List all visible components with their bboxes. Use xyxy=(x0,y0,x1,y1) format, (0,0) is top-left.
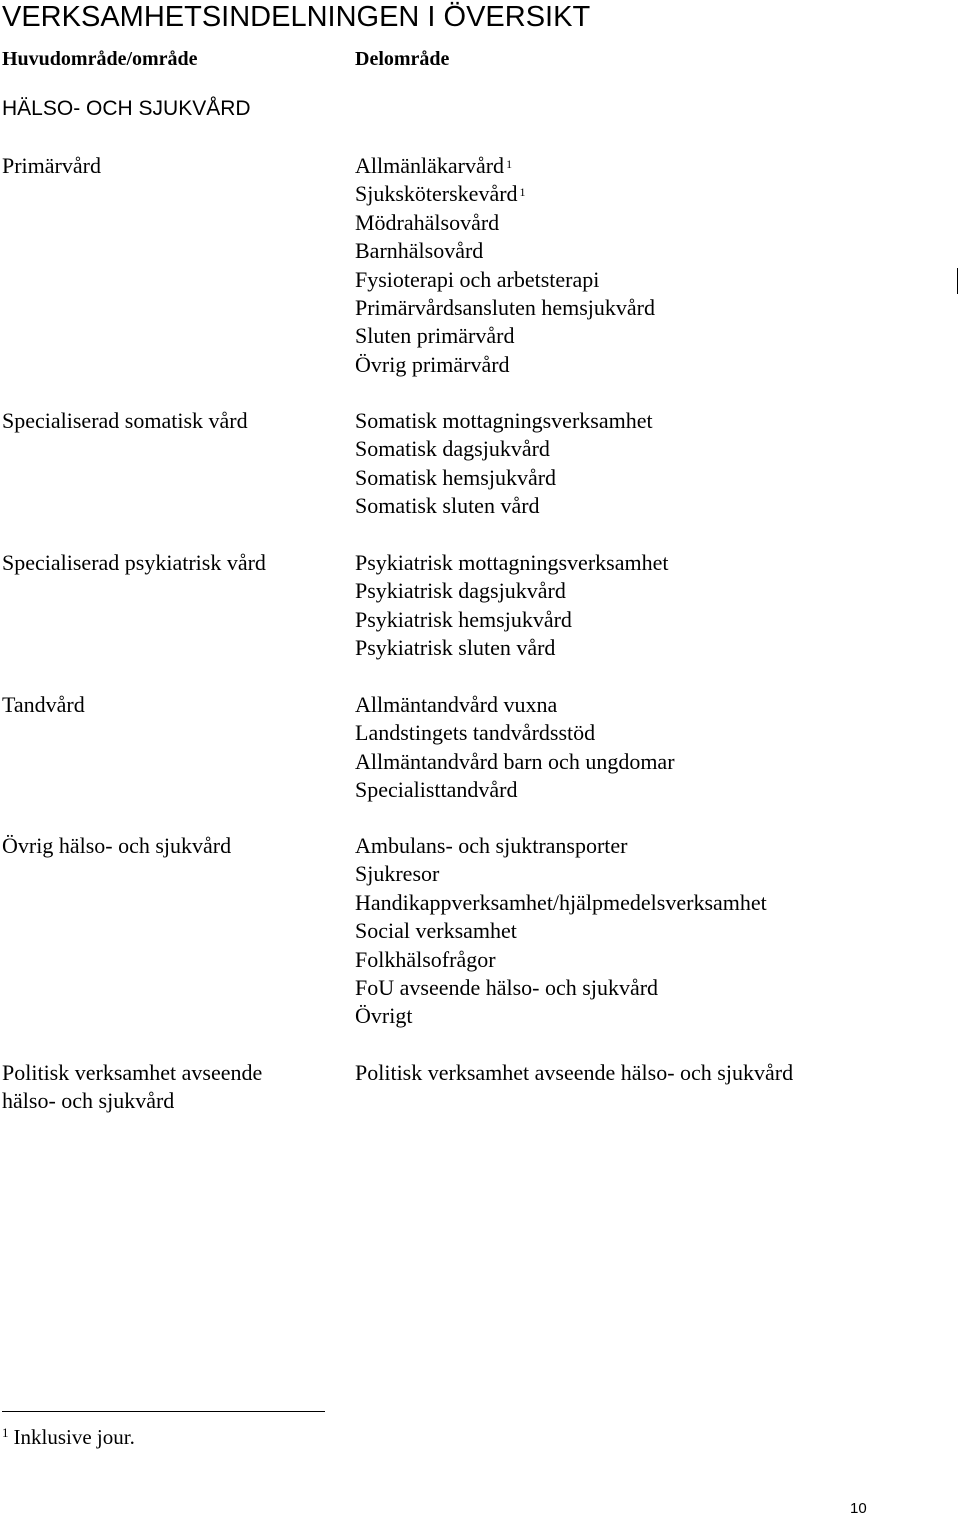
sub-area-item xyxy=(355,351,955,379)
sub-area-label: Fysioterapi och arbetsterapi xyxy=(355,266,600,292)
sub-area-item xyxy=(355,974,955,1002)
sub-area-label: Barnhälsovård xyxy=(355,238,484,264)
column-header-main-area: Huvudområde/område xyxy=(2,48,198,70)
sub-area-label: Övrig primärvård xyxy=(355,351,510,377)
sub-area-list xyxy=(355,1059,955,1087)
sub-area-label: FoU avseende hälso- och sjukvård xyxy=(355,975,659,1001)
sub-area-item xyxy=(355,407,955,435)
sub-area-item xyxy=(355,322,955,350)
footnote-reference: 1 xyxy=(519,185,526,200)
sub-area-label: Allmänläkarvård xyxy=(355,153,505,178)
main-area-label: Övrig hälso- och sjukvård xyxy=(2,833,232,858)
sub-area-item xyxy=(355,860,955,888)
sub-area-label: Politisk verksamhet avseende hälso- och sjukvård xyxy=(355,1060,794,1085)
main-area-label: Politisk verksamhet avseende hälso- och sjukvård xyxy=(2,1060,263,1114)
sub-area-label: Allmäntandvård vuxna xyxy=(355,692,558,717)
sub-area-item xyxy=(355,549,955,577)
sub-area-label: Folkhälsofrågor xyxy=(355,946,496,972)
sub-area-label: Sjuksköterskevård xyxy=(355,181,518,207)
footnote-text: Inklusive jour. xyxy=(13,1425,135,1449)
sub-area-item xyxy=(355,180,955,208)
sub-area-list xyxy=(355,691,955,805)
sub-area-item xyxy=(355,832,955,860)
sub-area-item xyxy=(355,294,955,322)
sub-area-list xyxy=(355,152,955,379)
sub-area-item xyxy=(355,946,955,974)
sub-area-item xyxy=(355,152,955,180)
sub-area-label: Psykiatrisk sluten vård xyxy=(355,635,556,661)
column-header-sub-area: Delområde xyxy=(355,48,450,70)
sub-area-label: Primärvårdsansluten hemsjukvård xyxy=(355,295,655,321)
sub-area-label: Specialisttandvård xyxy=(355,777,518,803)
sub-area-item xyxy=(355,1002,955,1030)
sub-area-item xyxy=(355,492,955,520)
sub-area-item xyxy=(355,464,955,492)
section-title: HÄLSO- OCH SJUKVÅRD xyxy=(2,97,251,120)
sub-area-item xyxy=(355,748,955,776)
sub-area-label: Ambulans- och sjuktransporter xyxy=(355,833,628,858)
page-number: 10 xyxy=(850,1500,867,1517)
sub-area-item xyxy=(355,917,955,945)
main-area-label: Tandvård xyxy=(2,692,85,717)
sub-area-item xyxy=(355,634,955,662)
footnote xyxy=(2,1423,135,1451)
sub-area-label: Sjukresor xyxy=(355,861,440,887)
page-title: VERKSAMHETSINDELNINGEN I ÖVERSIKT xyxy=(2,1,591,33)
sub-area-label: Mödrahälsovård xyxy=(355,209,500,235)
sub-area-item xyxy=(355,776,955,804)
footnote-separator xyxy=(2,1411,325,1412)
sub-area-item xyxy=(355,889,955,917)
sub-area-list xyxy=(355,832,955,1031)
sub-area-item xyxy=(355,606,955,634)
sub-area-label: Övrigt xyxy=(355,1003,413,1029)
sub-area-list xyxy=(355,407,955,521)
footnote-reference: 1 xyxy=(506,157,513,171)
sub-area-label: Psykiatrisk dagsjukvård xyxy=(355,578,566,604)
sub-area-label: Sluten primärvård xyxy=(355,323,515,349)
margin-change-bar xyxy=(957,268,958,294)
sub-area-label: Social verksamhet xyxy=(355,918,517,944)
sub-area-item xyxy=(355,435,955,463)
sub-area-item xyxy=(355,577,955,605)
sub-area-item xyxy=(355,209,955,237)
sub-area-item xyxy=(355,719,955,747)
sub-area-item xyxy=(355,237,955,265)
sub-area-label: Somatisk mottagningsverksamhet xyxy=(355,408,653,433)
sub-area-item xyxy=(355,1059,955,1087)
main-area-label: Specialiserad psykiatrisk vård xyxy=(2,550,266,575)
main-area-label: Primärvård xyxy=(2,153,101,178)
sub-area-item xyxy=(355,691,955,719)
sub-area-label: Somatisk hemsjukvård xyxy=(355,464,557,490)
sub-area-label: Psykiatrisk hemsjukvård xyxy=(355,606,572,632)
sub-area-list xyxy=(355,549,955,663)
main-area-label: Specialiserad somatisk vård xyxy=(2,408,248,433)
sub-area-label: Psykiatrisk mottagningsverksamhet xyxy=(355,550,669,575)
sub-area-label: Allmäntandvård barn och ungdomar xyxy=(355,748,675,774)
sub-area-label: Somatisk dagsjukvård xyxy=(355,436,550,462)
sub-area-item xyxy=(355,266,955,294)
sub-area-label: Somatisk sluten vård xyxy=(355,493,540,519)
sub-area-label: Landstingets tandvårdsstöd xyxy=(355,720,596,746)
sub-area-label: Handikappverksamhet/hjälpmedelsverksamhet xyxy=(355,889,767,915)
footnote-marker: 1 xyxy=(2,1425,9,1440)
